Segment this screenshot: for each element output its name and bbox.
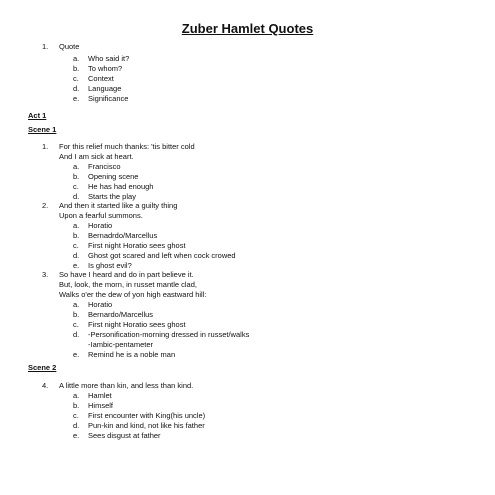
quote-line: Walks o'er the dew of yon high eastward hill: bbox=[59, 290, 207, 299]
sub-letter: c. bbox=[73, 182, 79, 191]
sub-letter: c. bbox=[73, 74, 79, 83]
quote-line: But, look, the morn, in russet mantle clad, bbox=[59, 280, 197, 289]
sub-letter: d. bbox=[73, 421, 80, 430]
sub-item: Francisco bbox=[88, 162, 121, 171]
sub-item: -Personification-morning dressed in russet/walks bbox=[88, 330, 250, 339]
sub-letter: d. bbox=[73, 330, 80, 339]
sub-item: Himself bbox=[88, 401, 114, 410]
sub-item: He has had enough bbox=[88, 182, 154, 191]
scene-heading: Scene 2 bbox=[28, 363, 57, 372]
quote-line: And I am sick at heart. bbox=[59, 152, 134, 161]
sub-item: To whom? bbox=[88, 64, 123, 73]
sub-letter: a. bbox=[73, 54, 80, 63]
sub-letter: c. bbox=[73, 411, 79, 420]
sub-letter: a. bbox=[73, 300, 80, 309]
sub-letter: b. bbox=[73, 172, 80, 181]
sub-item: Context bbox=[88, 74, 114, 83]
sub-letter: b. bbox=[73, 64, 80, 73]
sub-letter: e. bbox=[73, 350, 80, 359]
sub-item: Ghost got scared and left when cock crowed bbox=[88, 251, 236, 260]
sub-letter: c. bbox=[73, 241, 79, 250]
sub-letter: e. bbox=[73, 94, 80, 103]
sub-letter: a. bbox=[73, 221, 80, 230]
sub-item: Hamlet bbox=[88, 391, 112, 400]
list-number: 2. bbox=[42, 201, 49, 210]
sub-item: Remind he is a noble man bbox=[88, 350, 176, 359]
sub-item: First night Horatio sees ghost bbox=[88, 241, 186, 250]
sub-item: First night Horatio sees ghost bbox=[88, 320, 186, 329]
sub-letter: d. bbox=[73, 251, 80, 260]
sub-item: First encounter with King(his uncle) bbox=[88, 411, 206, 420]
sub-item: Bernardo/Marcellus bbox=[88, 310, 154, 319]
scene-heading: Scene 1 bbox=[28, 125, 57, 134]
list-number: 4. bbox=[42, 381, 49, 390]
quote-line: And then it started like a guilty thing bbox=[59, 201, 178, 210]
list-number: 1. bbox=[42, 42, 49, 51]
sub-item: Opening scene bbox=[88, 172, 139, 181]
sub-letter: b. bbox=[73, 231, 80, 240]
sub-item: Significance bbox=[88, 94, 129, 103]
sub-item: Horatio bbox=[88, 221, 113, 230]
sub-letter: b. bbox=[73, 401, 80, 410]
sub-letter: e. bbox=[73, 431, 80, 440]
quote-line: For this relief much thanks: 'tis bitter cold bbox=[59, 142, 195, 151]
sub-letter: d. bbox=[73, 84, 80, 93]
sub-item: Starts the play bbox=[88, 192, 136, 201]
sub-item: Language bbox=[88, 84, 122, 93]
sub-letter: a. bbox=[73, 162, 80, 171]
quote-line: So have I heard and do in part believe it. bbox=[59, 270, 194, 279]
sub-letter: e. bbox=[73, 261, 80, 270]
list-number: 3. bbox=[42, 270, 49, 279]
sub-item: Pun-kin and kind, not like his father bbox=[88, 421, 205, 430]
sub-item: Bernadrdo/Marcellus bbox=[88, 231, 158, 240]
sub-letter: d. bbox=[73, 192, 80, 201]
list-number: 1. bbox=[42, 142, 49, 151]
act-heading: Act 1 bbox=[28, 111, 47, 120]
quote-line: A little more than kin, and less than kind. bbox=[59, 381, 194, 390]
sub-letter: a. bbox=[73, 391, 80, 400]
page-title: Zuber Hamlet Quotes bbox=[181, 21, 314, 36]
sub-item: Is ghost evil? bbox=[88, 261, 132, 270]
sub-item: Who said it? bbox=[88, 54, 130, 63]
sub-item: Sees disgust at father bbox=[88, 431, 161, 440]
sub-item: Horatio bbox=[88, 300, 113, 309]
quote-line: Upon a fearful summons. bbox=[59, 211, 143, 220]
sub-letter: b. bbox=[73, 310, 80, 319]
list-item-label: Quote bbox=[59, 42, 80, 51]
sub-item-continuation: -Iambic-pentameter bbox=[88, 340, 154, 349]
sub-letter: c. bbox=[73, 320, 79, 329]
